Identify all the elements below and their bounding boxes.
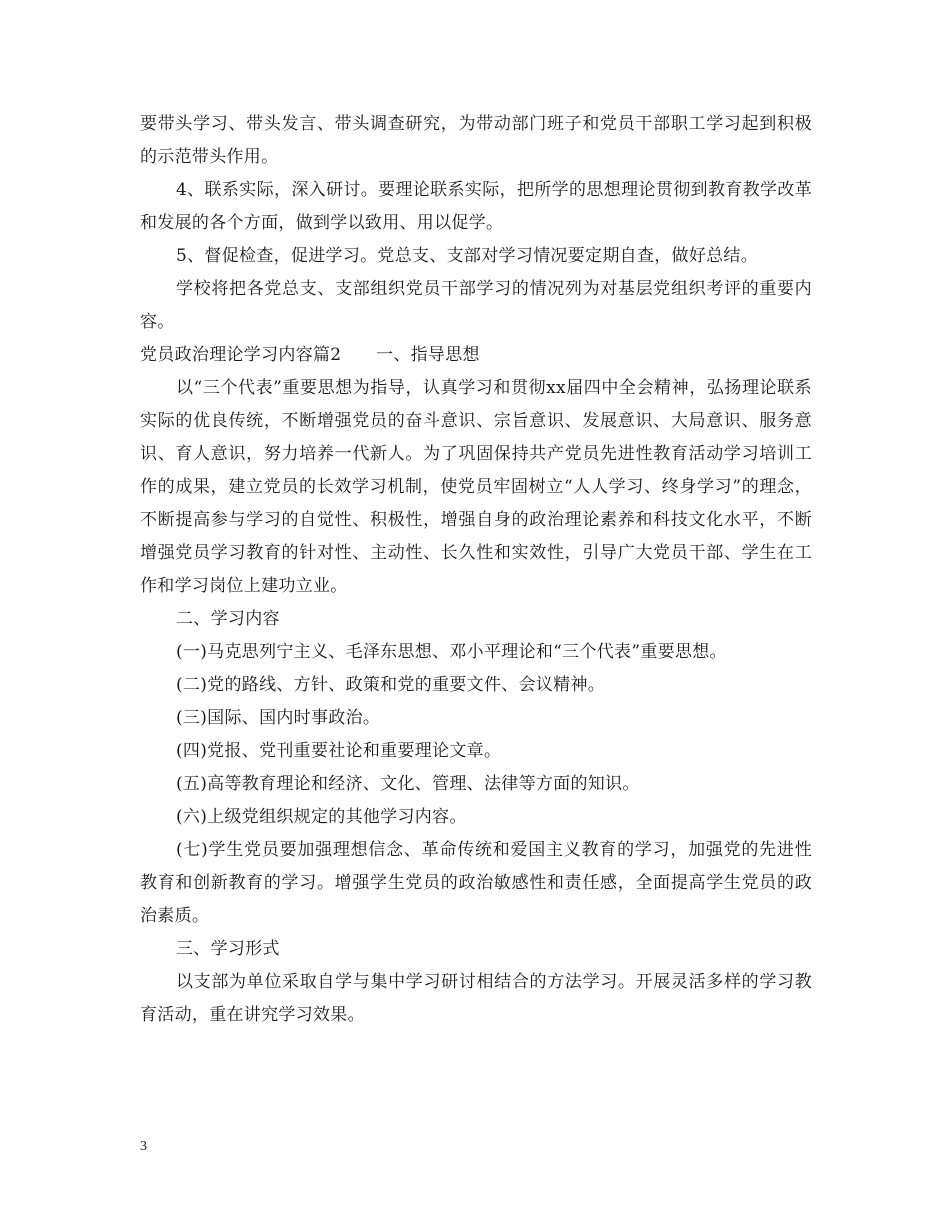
- paragraph-study-form: 以支部为单位采取自学与集中学习研讨相结合的方法学习。开展灵活多样的学习教育活动，重在讲究学习效果。: [140, 972, 812, 1025]
- page-number: 3: [140, 1139, 147, 1154]
- heading-study-form: 三、学习形式: [176, 939, 280, 959]
- paragraph-3: 5、督促检查，促进学习。党总支、支部对学习情况要定期自查，做好总结。: [176, 246, 759, 266]
- paragraph-4: 学校将把各党总支、支部组织党员干部学习的情况列为对基层党组织考评的重要内容。: [140, 279, 812, 332]
- paragraph-2: 4、联系实际，深入研讨。要理论联系实际，把所学的思想理论贯彻到教育教学改革和发展的各个方面，做到学以致用、用以促学。: [140, 180, 812, 233]
- document-body: [140, 108, 812, 1032]
- list-item-4: (四)党报、党刊重要社论和重要理论文章。: [176, 741, 502, 761]
- list-item-7: (七)学生党员要加强理想信念、革命传统和爱国主义教育的学习，加强党的先进性教育和创新教育的学习。增强学生党员的政治敏感性和责任感，全面提高学生党员的政治素质。: [140, 840, 812, 926]
- list-item-2: (二)党的路线、方针、政策和党的重要文件、会议精神。: [176, 675, 606, 695]
- paragraph-1: 要带头学习、带头发言、带头调查研究，为带动部门班子和党员干部职工学习起到积极的示范带头作用。: [140, 114, 812, 167]
- list-item-3: (三)国际、国内时事政治。: [176, 708, 381, 728]
- paragraph-guiding-thought: 以“三个代表”重要思想为指导，认真学习和贯彻xx届四中全会精神，弘扬理论联系实际的优良传统，不断增强党员的奋斗意识、宗旨意识、发展意识、大局意识、服务意识、育人意识，努力培养一代新人。为了巩固保持共产党员先进性教育活动学习培训工作的成果，建立党员的长效学习机制，使党员牢固树立“人人学习、终身学习”的理念，不断提高参与学习的自觉性、积极性，增强自身的政治理论素养和科技文化水平，不断增强党员学习教育的针对性、主动性、长久性和实效性，引导广大党员干部、学生在工作和学习岗位上建功立业。: [140, 378, 812, 596]
- list-item-1: (一)马克思列宁主义、毛泽东思想、邓小平理论和“三个代表”重要思想。: [176, 642, 727, 662]
- heading-study-content: 二、学习内容: [176, 609, 280, 629]
- section-heading-article-2: 党员政治理论学习内容篇2 一、指导思想: [140, 345, 480, 365]
- list-item-6: (六)上级党组织规定的其他学习内容。: [176, 807, 467, 827]
- list-item-5: (五)高等教育理论和经济、文化、管理、法律等方面的知识。: [176, 774, 640, 794]
